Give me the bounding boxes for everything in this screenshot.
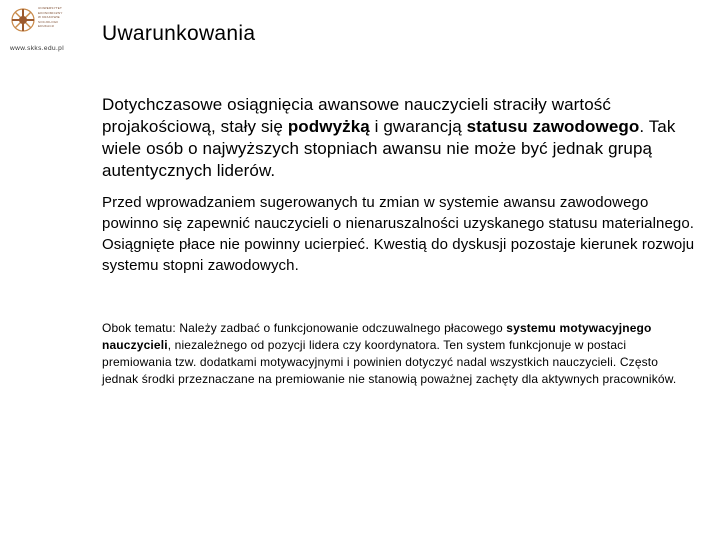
- paragraph-main: [102, 94, 702, 182]
- text-run: Dotychczasowe osiągnięcia awansowe nauczycieli straciły wartość projakościową, stały się: [102, 95, 611, 136]
- paragraph-note: [102, 320, 682, 388]
- slide-title: Uwarunkowania: [102, 22, 256, 45]
- sidebar: [0, 0, 84, 540]
- logo-line: EKONOMICZNY: [38, 10, 63, 15]
- site-url: www.skks.edu.pl: [10, 45, 65, 52]
- logo-line: SOCJOLOGII: [38, 19, 59, 24]
- logo-line: EDUKACJI: [38, 24, 55, 29]
- text-run: , niezależnego od pozycji lidera czy koordynatora. Ten system funkcjonuje w postaci premiowania tzw. dodatkami motywacyjnymi i powinien dotyczyć nadal wszystkich nauczycieli. Często jednak środki przeznaczane na premiowanie nie stanowią poważnej zachęty dla aktywnych pracowników.: [102, 338, 677, 386]
- slide-content: [102, 94, 702, 388]
- logo-line: W KRAKOWIE: [38, 15, 60, 20]
- paragraph-second: Przed wprowadzaniem sugerowanych tu zmian w systemie awansu zawodowego powinno się zapewnić nauczycieli o nienaruszalności uzyskanego statusu materialnego. Osiągnięte płace nie powinny ucierpieć. Kwestią do dyskusji pozostaje kierunek rozwoju systemu stopni zawodowych.: [102, 194, 695, 274]
- text-run: Obok tematu: Należy zadbać o funkcjonowanie odczuwalnego płacowego: [102, 321, 507, 335]
- logo-emblem: [12, 9, 34, 31]
- bold-term: systemu motywacyjnego nauczycieli: [102, 321, 652, 352]
- text-run: . Tak wiele osób o najwyższych stopniach awansu nie może być jednak grupą autentycznych liderów.: [102, 117, 676, 180]
- logo-line: UNIWERSYTET: [38, 6, 63, 10]
- logo-text: [38, 6, 78, 29]
- text-run: i gwarancją: [369, 117, 467, 136]
- bold-term: statusu zawodowego: [466, 117, 640, 136]
- bold-term: podwyżką: [287, 117, 370, 136]
